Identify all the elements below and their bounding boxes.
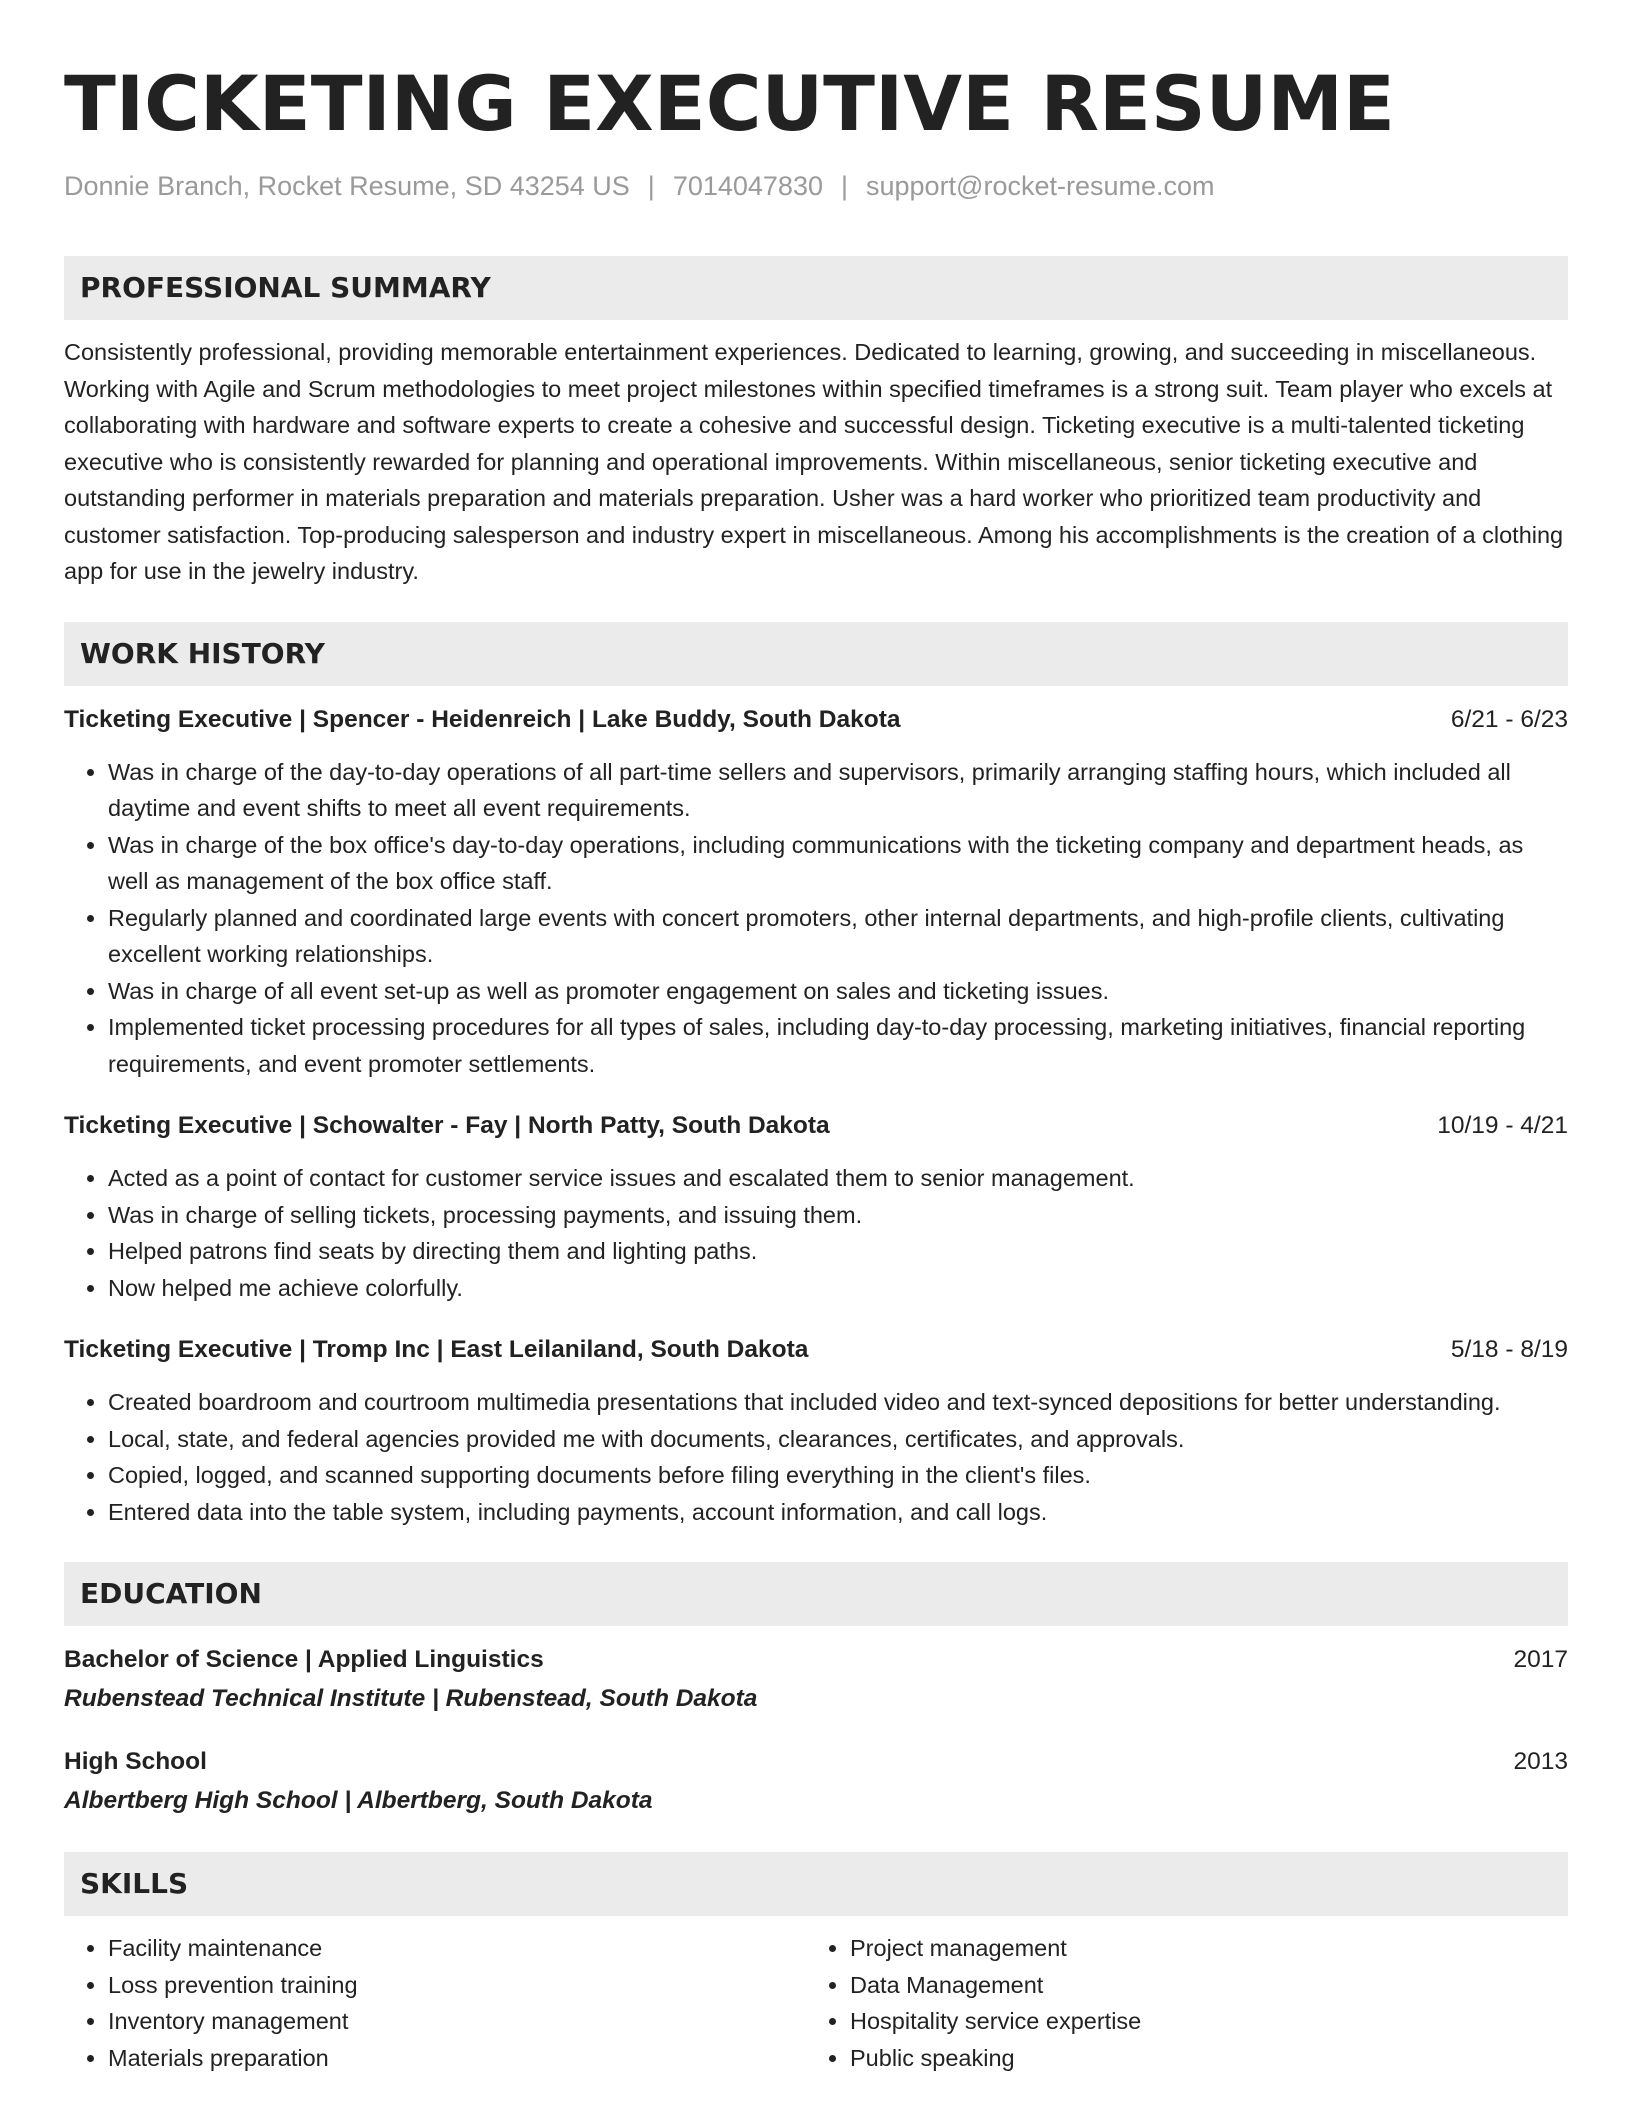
job-bullet: • Regularly planned and coordinated large events with concert promoters, other internal departments, and high-profile clients, cultivating excellent working relationships. — [108, 900, 1568, 973]
skills-section — [64, 1852, 1568, 2076]
summary-section — [64, 256, 1568, 590]
education-school: Albertberg High School | Albertberg, South Dakota — [64, 1787, 653, 1814]
job-bullets — [64, 1160, 1568, 1306]
section-heading-skills: SKILLS — [64, 1852, 1568, 1916]
contact-email: support@rocket-resume.com — [866, 171, 1215, 201]
job-dates: 6/21 - 6/23 — [1450, 705, 1568, 733]
skill-item: • Data Management — [850, 1967, 1548, 2004]
education-entry — [64, 1744, 1568, 1820]
job-bullet: • Entered data into the table system, including payments, account information, and call logs. — [108, 1494, 1568, 1531]
job-title: Ticketing Executive | Spencer - Heidenreich | Lake Buddy, South Dakota — [64, 705, 901, 733]
education-section — [64, 1562, 1568, 1820]
section-heading-work: WORK HISTORY — [64, 622, 1568, 686]
job-bullet: • Created boardroom and courtroom multimedia presentations that included video and text-synced depositions for better understanding. — [108, 1384, 1568, 1421]
job-bullet: • Copied, logged, and scanned supporting documents before filing everything in the client's files. — [108, 1457, 1568, 1494]
education-degree: High School — [64, 1748, 207, 1775]
job-entry — [64, 702, 1568, 1083]
skills-left-list — [64, 1930, 806, 2076]
education-year: 2017 — [1513, 1646, 1568, 1673]
job-entry — [64, 1332, 1568, 1530]
education-school: Rubenstead Technical Institute | Rubenstead, South Dakota — [64, 1685, 758, 1712]
section-heading-education: EDUCATION — [64, 1562, 1568, 1626]
job-header — [64, 1332, 1568, 1368]
job-bullet: • Local, state, and federal agencies provided me with documents, clearances, certificates, and approvals. — [108, 1421, 1568, 1458]
education-entry — [64, 1642, 1568, 1718]
job-bullet: • Acted as a point of contact for customer service issues and escalated them to senior management. — [108, 1160, 1568, 1197]
skills-right-list — [806, 1930, 1548, 2076]
skill-item: • Hospitality service expertise — [850, 2003, 1548, 2040]
summary-text: Consistently professional, providing memorable entertainment experiences. Dedicated to learning, growing, and succeeding in miscellaneous. Working with Agile and Scrum methodologies to meet project milestones within specified timeframes is a strong suit. Team player who excels at collaborating with hardware and software experts to create a cohesive and successful design. Ticketing executive is a multi-talented ticketing executive who is consistently rewarded for planning and operational improvements. Within miscellaneous, senior ticketing executive and outstanding performer in materials preparation and materials preparation. Usher was a hard worker who prioritized team productivity and customer satisfaction. Top-producing salesperson and industry expert in miscellaneous. Among his accomplishments is the creation of a clothing app for use in the jewelry industry. — [64, 339, 1564, 584]
section-heading-summary: PROFESSIONAL SUMMARY — [64, 256, 1568, 320]
skill-item: • Facility maintenance — [108, 1930, 806, 1967]
job-dates: 10/19 - 4/21 — [1437, 1112, 1568, 1139]
contact-line — [64, 168, 1568, 204]
contact-phone: 7014047830 — [672, 171, 823, 201]
job-header — [64, 702, 1568, 738]
work-section — [64, 622, 1568, 1531]
job-entry — [64, 1108, 1568, 1306]
skills-columns — [64, 1930, 1568, 2076]
job-dates: 5/18 - 8/19 — [1450, 1336, 1568, 1363]
job-bullet: • Was in charge of the box office's day-to-day operations, including communications with the ticketing company and department heads, as well as management of the box office staff. — [108, 827, 1568, 900]
job-bullet: • Was in charge of the day-to-day operations of all part-time sellers and supervisors, primarily arranging staffing hours, which included all daytime and event shifts to meet all event requirements. — [108, 754, 1568, 827]
job-title: Ticketing Executive | Schowalter - Fay | North Patty, South Dakota — [64, 1112, 830, 1139]
resume-title: TICKETING EXECUTIVE RESUME — [64, 59, 1395, 148]
job-bullet: • Helped patrons find seats by directing them and lighting paths. — [108, 1233, 1568, 1270]
skill-item: • Materials preparation — [108, 2040, 806, 2077]
skill-item: • Inventory management — [108, 2003, 806, 2040]
skill-item: • Project management — [850, 1930, 1548, 1967]
job-header — [64, 1108, 1568, 1144]
contact-separator: | — [840, 171, 848, 201]
skill-item: • Public speaking — [850, 2040, 1548, 2077]
job-bullet: • Implemented ticket processing procedures for all types of sales, including day-to-day processing, marketing initiatives, financial reporting requirements, and event promoter settlements. — [108, 1009, 1568, 1082]
education-header — [64, 1642, 1568, 1678]
job-bullet: • Was in charge of selling tickets, processing payments, and issuing them. — [108, 1197, 1568, 1234]
job-bullets — [64, 1384, 1568, 1530]
job-bullet: • Was in charge of all event set-up as well as promoter engagement on sales and ticketing issues. — [108, 973, 1568, 1010]
contact-address: Donnie Branch, Rocket Resume, SD 43254 US — [64, 171, 630, 201]
job-title: Ticketing Executive | Tromp Inc | East Leilaniland, South Dakota — [64, 1336, 809, 1363]
job-bullets — [64, 754, 1568, 1083]
education-header — [64, 1744, 1568, 1780]
education-year: 2013 — [1513, 1748, 1568, 1775]
education-degree: Bachelor of Science | Applied Linguistics — [64, 1646, 544, 1673]
contact-separator: | — [647, 171, 655, 201]
skill-item: • Loss prevention training — [108, 1967, 806, 2004]
job-bullet: • Now helped me achieve colorfully. — [108, 1270, 1568, 1307]
